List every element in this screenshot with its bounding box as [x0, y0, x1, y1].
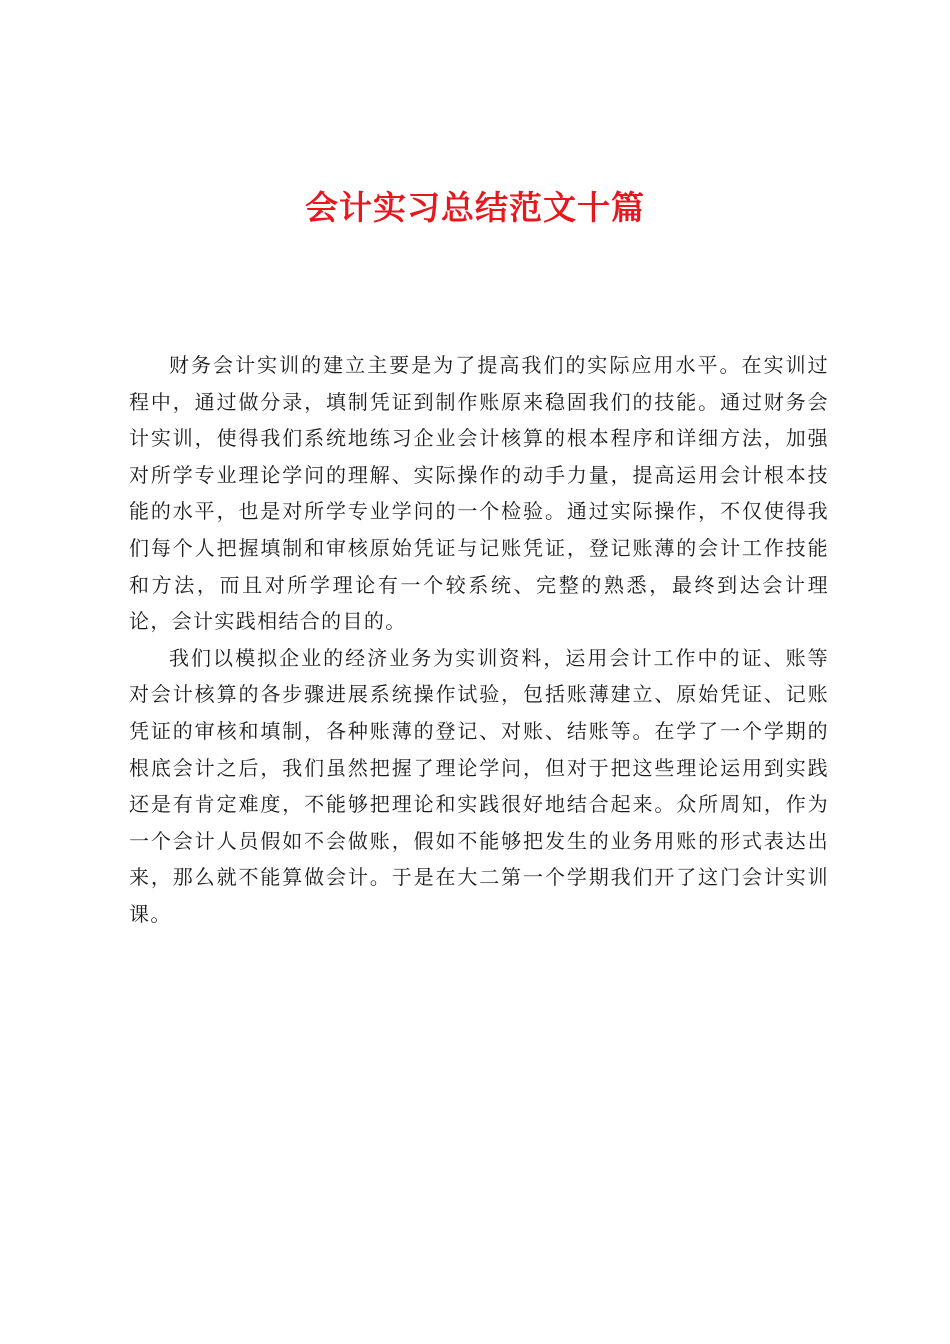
document-title: 会计实习总结范文十篇	[305, 188, 645, 227]
document-body	[129, 347, 829, 933]
paragraph-1: 财务会计实训的建立主要是为了提高我们的实际应用水平。在实训过程中，通过做分录，填制凭证到制作账原来稳固我们的技能。通过财务会计实训，使得我们系统地练习企业会计核算的根本程序和详细方法，加强对所学专业理论学问的理解、实际操作的动手力量，提高运用会计根本技能的水平，也是对所学专业学问的一个检验。通过实际操作，不仅使得我们每个人把握填制和审核原始凭证与记账凭证，登记账薄的会计工作技能和方法，而且对所学理论有一个较系统、完整的熟悉，最终到达会计理论，会计实践相结合的目的。	[129, 353, 829, 634]
paragraph-2: 我们以模拟企业的经济业务为实训资料，运用会计工作中的证、账等对会计核算的各步骤进展系统操作试验，包括账薄建立、原始凭证、记账凭证的审核和填制，各种账薄的登记、对账、结账等。在学了一个学期的根底会计之后，我们虽然把握了理论学问，但对于把这些理论运用到实践还是有肯定难度，不能够把理论和实践很好地结合起来。众所周知，作为一个会计人员假如不会做账，假如不能够把发生的业务用账的形式表达出来，那么就不能算做会计。于是在大二第一个学期我们开了这门会计实训课。	[129, 645, 829, 926]
